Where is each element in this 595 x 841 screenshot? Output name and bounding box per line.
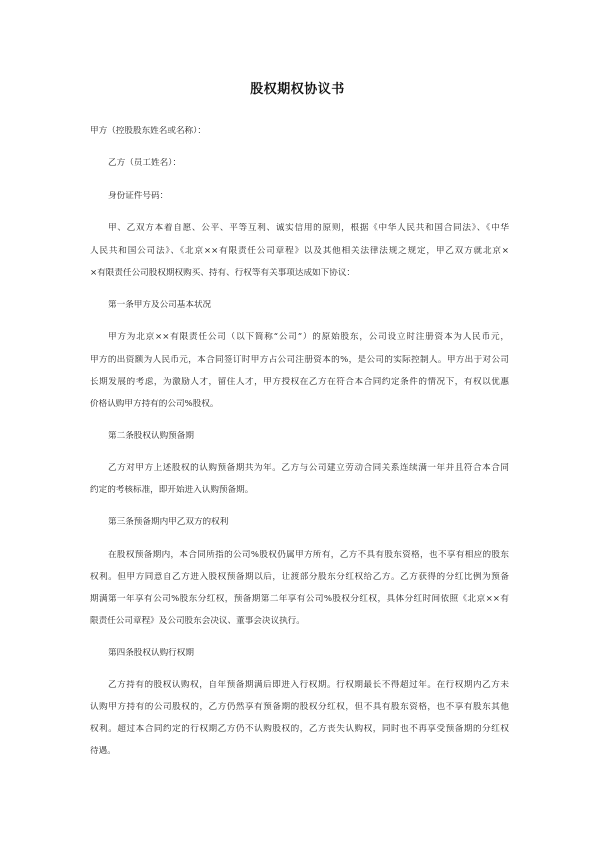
text-line: 权利。但甲方同意自乙方进入股权预备期以后，让渡部分股东分红权给乙方。乙方获得的分红比例为预备	[90, 572, 509, 582]
text-line: 权利。超过本合同约定的行权期乙方仍不认购股权的，乙方丧失认购权，同时也不再享受预备期的分红权	[90, 724, 509, 734]
section-heading: 第一条甲方及公司基本状况	[108, 300, 212, 310]
text-line: 期满第一年享有公司%股东分红权，预备期第二年享有公司%股权分红权，具体分红时间依照《北京××有	[90, 594, 509, 604]
text-line: 待遇。	[90, 746, 116, 756]
section-heading: 第四条股权认购行权期	[108, 648, 194, 658]
text-line: 认购甲方持有的公司股权的，乙方仍然享有预备期的股权分红权，但不具有股东资格，也不享有股东其他	[90, 702, 509, 712]
text-line: 人民共和国公司法》、《北京××有限责任公司章程》以及其他相关法律法规之规定，甲乙双方就北京×	[90, 246, 509, 256]
text-line: 价格认购甲方持有的公司%股权。	[90, 399, 219, 409]
section-heading: 第三条预备期内甲乙双方的权利	[108, 517, 229, 527]
text-line: 长期发展的考虑，为激励人才，留住人才，甲方授权在乙方在符合本合同约定条件的情况下，有权以优惠	[90, 377, 509, 387]
text-line: 甲方为北京××有限责任公司（以下简称“公司”）的原始股东，公司设立时注册资本为人民币元，	[108, 332, 509, 342]
text-line: 乙方持有的股权认购权，自年预备期满后即进入行权期。行权期最长不得超过年。在行权期内乙方未	[108, 680, 509, 690]
text-line: ×有限责任公司股权期权购买、持有、行权等有关事项达成如下协议：	[90, 268, 356, 278]
text-line: 乙方对甲方上述股权的认购预备期共为年。乙方与公司建立劳动合同关系连续满一年并且符合本合同	[108, 463, 509, 473]
page-title: 股权期权协议书	[250, 82, 345, 97]
text-line: 身份证件号码：	[108, 191, 169, 201]
text-line: 限责任公司章程》及公司股东会决议、董事会决议执行。	[90, 616, 305, 626]
text-line: 约定的考核标准，即开始进入认购预备期。	[90, 485, 254, 495]
text-line: 乙方（员工姓名）：	[108, 158, 182, 168]
text-line: 甲方（控股股东姓名或名称）：	[90, 126, 207, 136]
text-line: 在股权预备期内，本合同所指的公司%股权仍属甲方所有，乙方不具有股东资格，也不享有相应的股东	[108, 550, 509, 560]
text-line: 甲方的出资额为人民币元，本合同签订时甲方占公司注册资本的%，是公司的实际控制人。甲方出于对公司	[90, 355, 509, 365]
section-heading: 第二条股权认购预备期	[108, 431, 194, 441]
text-line: 甲、乙双方本着自愿、公平、平等互利、诚实信用的原则，根据《中华人民共和国合同法》、《中华	[108, 223, 509, 233]
